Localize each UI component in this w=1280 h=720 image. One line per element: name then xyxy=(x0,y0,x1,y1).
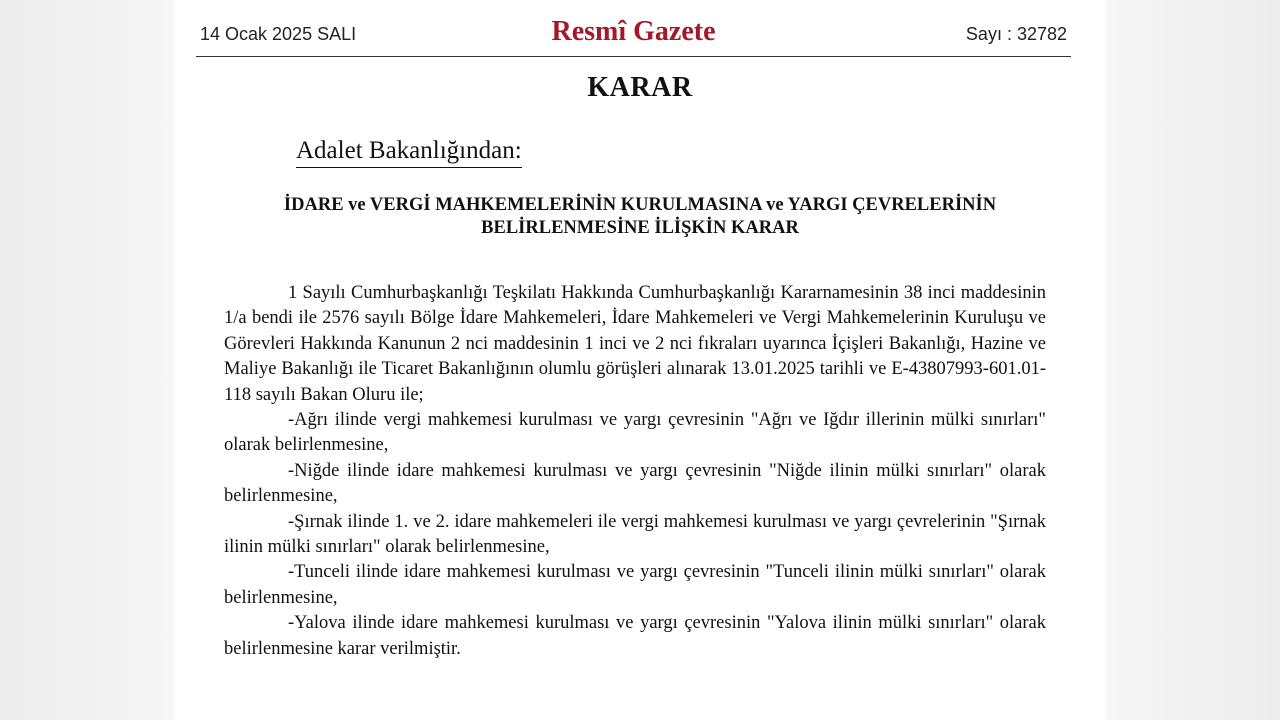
body-paragraph: -Niğde ilinde idare mahkemesi kurulması ve yargı çevresinin "Niğde ilinin mülki sınırları" olarak belirlenmesine, xyxy=(224,460,1046,507)
gazette-header xyxy=(196,14,1071,57)
body-paragraph: 1 Sayılı Cumhurbaşkanlığı Teşkilatı Hakkında Cumhurbaşkanlığı Kararnamesinin 38 inci maddesinin 1/a bendi ile 2576 sayılı Bölge İdare Mahkemeleri, İdare Mahkemeleri ve Vergi Mahkemelerinin Kuruluşu ve Görevleri Hakkında Kanunun 2 nci maddesinin 1 inci ve 2 nci fıkraları uyarınca İçişleri Bakanlığı, Hazine ve Maliye Bakanlığı ile Ticaret Bakanlığının olumlu görüşleri alınarak 13.01.2025 tarihli ve E-43807993-601.01-118 sayılı Bakan Oluru ile; xyxy=(224,283,1046,405)
document-type-heading: KARAR xyxy=(587,72,693,103)
body-paragraph: -Şırnak ilinde 1. ve 2. idare mahkemeleri ile vergi mahkemesi kurulması ve yargı çevrelerinin "Şırnak ilinin mülki sınırları" olarak belirlenmesine, xyxy=(224,511,1046,558)
decision-body xyxy=(224,281,1046,662)
left-margin-background xyxy=(0,0,174,720)
masthead-title: Resmî Gazete xyxy=(551,16,716,47)
issuing-ministry: Adalet Bakanlığından: xyxy=(296,136,522,168)
decision-title-line-2: BELİRLENMESİNE İLİŞKİN KARAR xyxy=(481,218,799,238)
issue-date: 14 Ocak 2025 SALI xyxy=(200,24,357,44)
gazette-page xyxy=(174,0,1106,720)
decision-title xyxy=(214,194,1066,240)
body-paragraph: -Tunceli ilinde idare mahkemesi kurulması ve yargı çevresinin "Tunceli ilinin mülki sınırları" olarak belirlenmesine, xyxy=(224,562,1046,608)
decision-title-line-1: İDARE ve VERGİ MAHKEMELERİNİN KURULMASINA ve YARGI ÇEVRELERİNİN xyxy=(283,195,997,215)
issue-number: Sayı : 32782 xyxy=(965,24,1067,44)
right-margin-background xyxy=(1106,0,1280,720)
body-paragraph: -Ağrı ilinde vergi mahkemesi kurulması ve yargı çevresinin "Ağrı ve Iğdır illerinin mülki sınırları" olarak belirlenmesine, xyxy=(224,410,1046,456)
body-paragraph: -Yalova ilinde idare mahkemesi kurulması ve yargı çevresinin "Yalova ilinin mülki sınırları" olarak belirlenmesine karar verilmiştir. xyxy=(224,613,1046,659)
